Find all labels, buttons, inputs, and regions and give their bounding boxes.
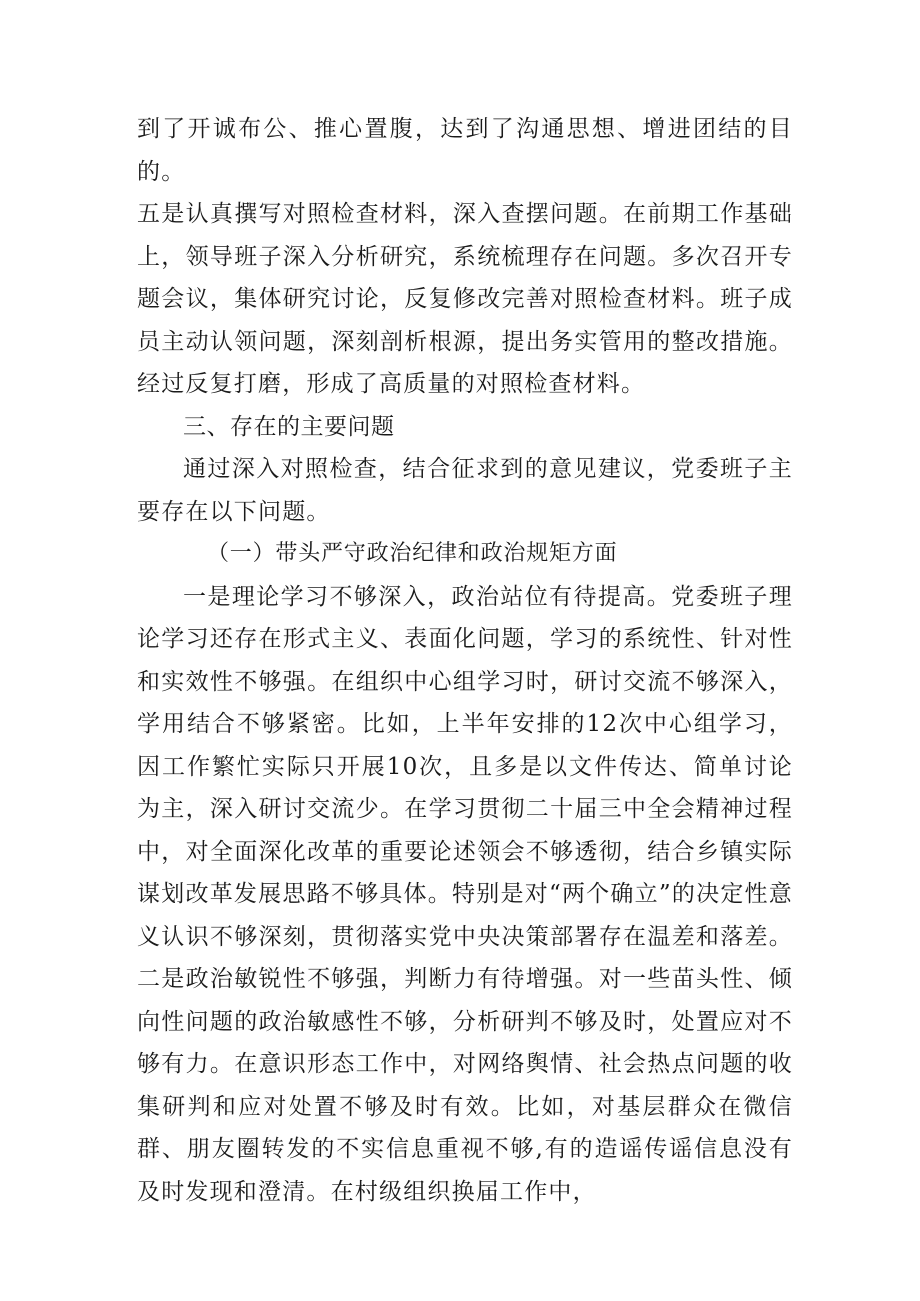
paragraph-item-five: 五是认真撰写对照检查材料，深入查摆问题。在前期工作基础上，领导班子深入分析研究，系统梳理存在问题。多次召开专题会议，集体研究讨论，反复修改完善对照检查材料。班子成员主动认领问题，深刻剖析根源，提出务实管用的整改措施。经过反复打磨，形成了高质量的对照检查材料。: [137, 201, 793, 397]
paragraph-continued: 到了开诚布公、推心置腹，达到了沟通思想、增进团结的目的。: [137, 116, 793, 185]
paragraph-body: 一是理论学习不够深入，政治站位有待提高。党委班子理论学习还存在形式主义、表面化问题，学习的系统性、针对性和实效性不够强。在组织中心组学习时，研讨交流不够深入，学用结合不够紧密。比如，上半年安排的12次中心组学习，因工作繁忙实际只开展10次，且多是以文件传达、简单讨论为主，深入研讨交流少。在学习贯彻二十届三中全会精神过程中，对全面深化改革的重要论述领会不够透彻，结合乡镇实际谋划改革发展思路不够具体。特别是对“两个确立”的决定性意义认识不够深刻，贯彻落实党中央决策部署存在温差和落差。二是政治敏锐性不够强，判断力有待增强。对一些苗头性、倾向性问题的政治敏感性不够，分析研判不够及时，处置应对不够有力。在意识形态工作中，对网络舆情、社会热点问题的收集研判和应对处置不够及时有效。比如，对基层群众在微信群、朋友圈转发的不实信息重视不够,有的造谣传谣信息没有及时发现和澄清。在村级组织换届工作中，: [137, 583, 793, 1205]
section-heading: 三、存在的主要问题: [183, 413, 395, 440]
subsection-heading: （一）带头严守政治纪律和政治规矩方面: [207, 541, 618, 566]
paragraph-intro: 通过深入对照检查，结合征求到的意见建议，党委班子主要存在以下问题。: [137, 456, 793, 525]
document-page: [137, 108, 793, 1213]
